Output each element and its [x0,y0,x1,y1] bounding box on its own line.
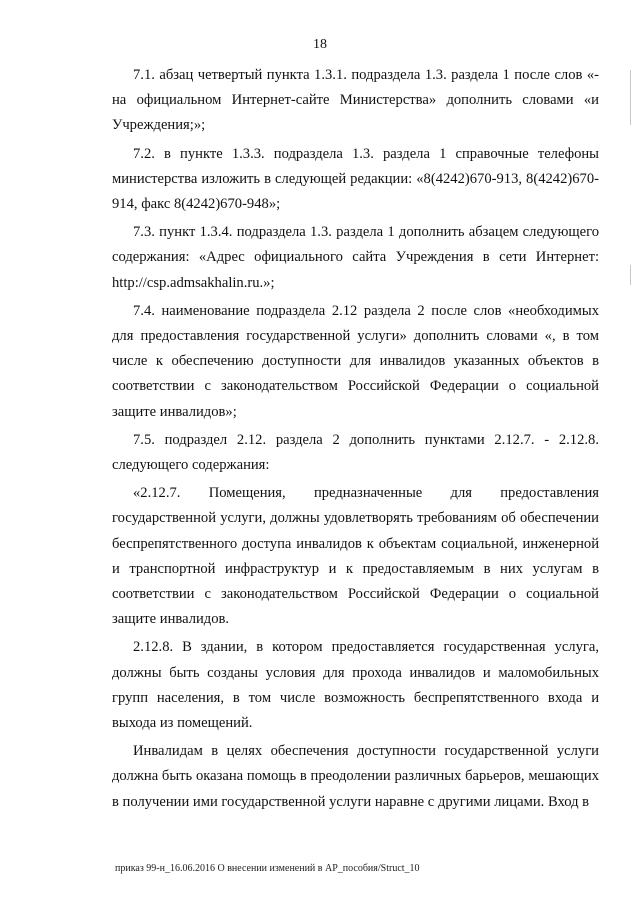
paragraph-7-1: 7.1. абзац четвертый пункта 1.3.1. подраздела 1.3. раздела 1 после слов «- на официальном Интернет-сайте Министерства» дополнить словами «и Учреждения;»; [112,67,599,134]
paragraph-assistance: Инвалидам в целях обеспечения доступности государственной услуги должна быть оказана помощь в преодолении различных барьеров, мешающих в получении ими государственной услуги наравне с другими лицами. Вход в [112,743,599,810]
paragraph-7-3: 7.3. пункт 1.3.4. подраздела 1.3. раздела 1 дополнить абзацем следующего содержания: «Адрес официального сайта Учреждения в сети Интернет: http://csp.admsakhalin.ru.»; [112,224,599,291]
paragraph-7-2: 7.2. в пункте 1.3.3. подраздела 1.3. раздела 1 справочные телефоны министерства изложить в следующей редакции: «8(4242)670-913, 8(4242)670-914, факс 8(4242)670-948»; [112,145,599,213]
page-number: 18 [313,37,327,52]
document-body [112,63,599,815]
paragraph-2-12-8: 2.12.8. В здании, в котором предоставляется государственная услуга, должны быть созданы условия для прохода инвалидов и маломобильных групп населения, в том числе возможность беспрепятственного входа и выхода из помещений. [112,639,599,732]
paragraph-2-12-7: «2.12.7. Помещения, предназначенные для предоставления государственной услуги, должны удовлетворять требованиям об обеспечении беспрепятственного доступа инвалидов к объектам социальной, инженерной и транспортной инфраструктур и к предоставляемым в них услугам в соответствии с законодательством Российской Федерации о социальной защите инвалидов. [112,485,599,628]
paragraph-7-5: 7.5. подраздел 2.12. раздела 2 дополнить пунктами 2.12.7. - 2.12.8. следующего содержания: [112,431,599,474]
scan-edge-mark [630,265,631,285]
paragraph-7-4: 7.4. наименование подраздела 2.12 раздела 2 после слов «необходимых для предоставления государственной услуги» дополнить словами «, в том числе к обеспечению доступности для инвалидов указанных объектов в соответствии с законодательством Российской Федерации о социальной защите инвалидов»; [112,302,599,420]
document-footer: приказ 99-н_16.06.2016 О внесении изменений в АР_пособия/Struct_10 [115,863,420,874]
scan-edge-mark [630,70,631,125]
